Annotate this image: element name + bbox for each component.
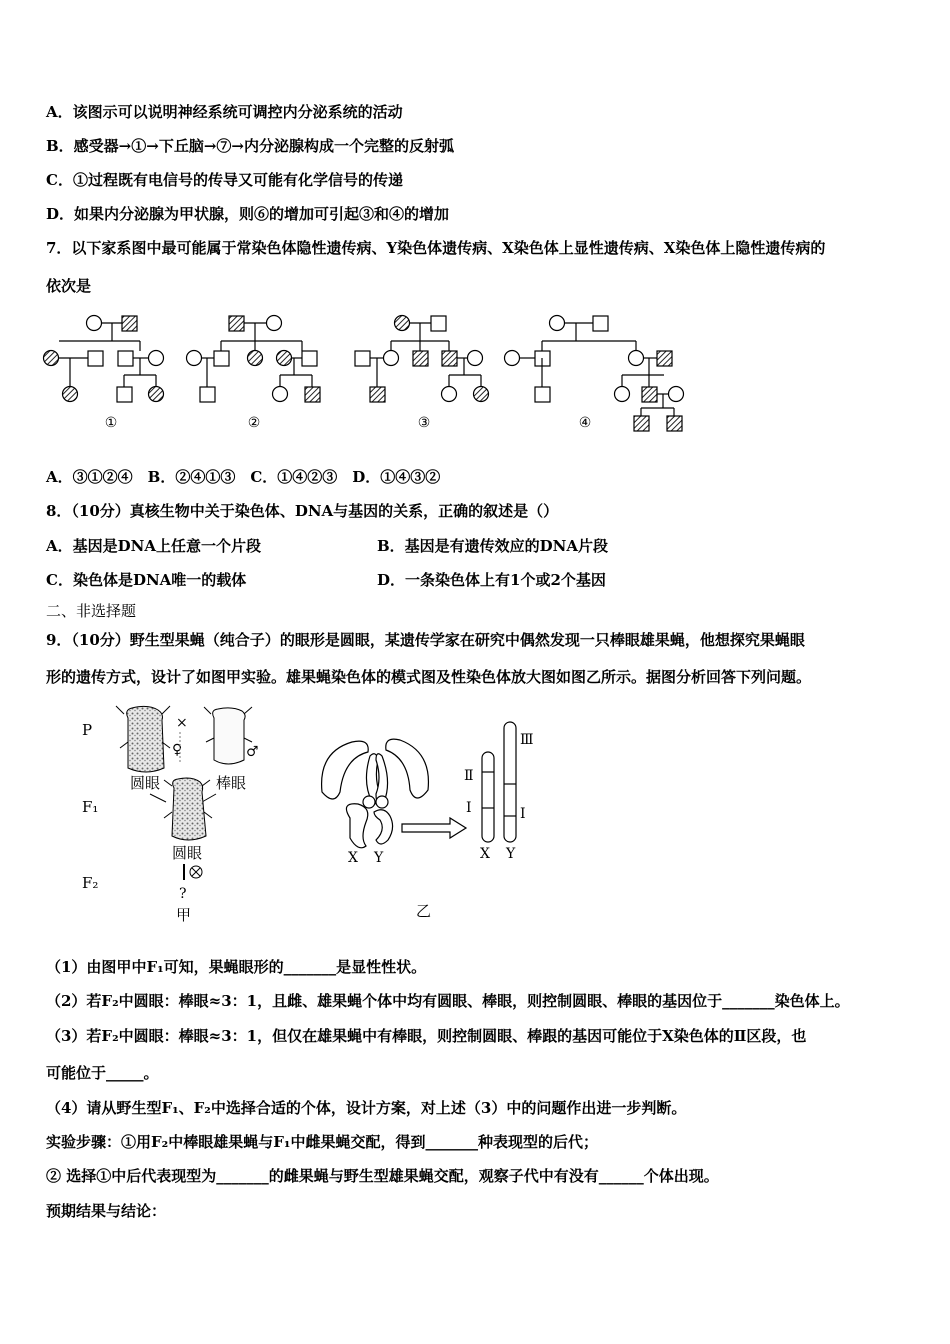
pedigree-2 xyxy=(187,316,321,403)
cross-symbol: × xyxy=(176,715,188,731)
q9-stem-line2: 形的遗传方式，设计了如图甲实验。雄果蝇染色体的模式图及性染色体放大图如图乙所示。据图分析回答下列问题。 xyxy=(46,668,812,686)
label-p: P xyxy=(82,721,93,739)
pedigree-label-1: ① xyxy=(104,415,118,431)
label-f2: F₂ xyxy=(82,874,99,892)
pedigree-4 xyxy=(505,316,684,432)
q8-option-a: A．基因是DNA上任意一个片段 xyxy=(46,537,261,555)
label-segment-i-y: Ⅰ xyxy=(520,806,526,822)
figure-yi xyxy=(310,712,550,922)
label-segment-i-x: Ⅰ xyxy=(466,800,472,816)
f2-question-mark: ? xyxy=(179,886,187,902)
q9-part-4: （4）请从野生型F₁、F₂中选择合适的个体，设计方案，对上述（3）中的问题作出进一步判断。 xyxy=(46,1099,687,1117)
pedigree-label-3: ③ xyxy=(417,415,431,431)
q8-option-d: D．一条染色体上有1个或2个基因 xyxy=(377,571,606,589)
label-segment-ii: Ⅱ xyxy=(464,768,474,784)
section-heading: 二、非选择题 xyxy=(46,602,137,620)
pedigree-figure xyxy=(44,305,684,440)
x-chromosome-enlarged xyxy=(482,752,494,842)
q7-options: A．③①②④ B．②④①③ C．①④②③ D．①④③② xyxy=(46,468,441,486)
q6-option-a: A．该图示可以说明神经系统可调控内分泌系统的活动 xyxy=(46,103,403,121)
f1-line-right xyxy=(202,794,216,802)
q6-option-c: C．①过程既有电信号的传导又可能有化学信号的传递 xyxy=(46,171,403,189)
bar-eye-label: 棒眼 xyxy=(216,774,247,792)
q9-step-1: 实验步骤：①用F₂中棒眼雄果蝇与F₁中雌果蝇交配，得到_______种表现型的后代； xyxy=(46,1133,598,1151)
caption-jia: 甲 xyxy=(176,906,192,924)
q9-part-2: （2）若F₂中圆眼：棒眼≈3：1，且雌、雄果蝇个体中均有圆眼、棒眼，则控制圆眼、棒眼的基因位于_______染色体上。 xyxy=(46,992,850,1010)
label-f1: F₁ xyxy=(82,798,99,816)
round-eye-label: 圆眼 xyxy=(130,774,161,792)
pedigree-3 xyxy=(355,316,489,403)
q6-option-b: B．感受器→①→下丘脑→⑦→内分泌腺构成一个完整的反射弧 xyxy=(46,137,454,155)
label-x-small: X xyxy=(348,850,358,866)
q7-stem-line1: 7．以下家系图中最可能属于常染色体隐性遗传病、Y染色体遗传病、X染色体上显性遗传病、X染色体上隐性遗传病的 xyxy=(46,239,826,257)
f1-round-eye-fly xyxy=(164,778,212,840)
q9-part-3b: 可能位于_____。 xyxy=(46,1064,159,1082)
q7-stem-line2: 依次是 xyxy=(46,277,92,295)
figure-jia xyxy=(76,702,276,927)
y-chromosome-enlarged xyxy=(504,722,516,842)
q9-stem-line1: 9．（10分）野生型果蝇（纯合子）的眼形是圆眼，某遗传学家在研究中偶然发现一只棒眼雄果蝇，他想探究果蝇眼 xyxy=(46,631,805,649)
q9-part-1: （1）由图甲中F₁可知，果蝇眼形的_______是显性性状。 xyxy=(46,958,427,976)
q8-stem: 8．（10分）真核生物中关于染色体、DNA与基因的关系，正确的叙述是（） xyxy=(46,502,559,520)
bar-eye-male-fly xyxy=(204,707,252,764)
f1-line-left xyxy=(150,794,166,802)
q6-option-d: D．如果内分泌腺为甲状腺，则⑥的增加可引起③和④的增加 xyxy=(46,205,450,223)
male-symbol: ♂ xyxy=(246,744,259,760)
q9-step-2: ② 选择①中后代表现型为_______的雌果蝇与野生型雄果蝇交配，观察子代中有没有______个体出现。 xyxy=(46,1167,719,1185)
q8-option-c: C．染色体是DNA唯一的载体 xyxy=(46,571,247,589)
pedigree-label-4: ④ xyxy=(578,415,592,431)
caption-yi: 乙 xyxy=(416,902,432,920)
female-symbol: ♀ xyxy=(172,742,183,758)
label-y-small: Y xyxy=(374,850,384,866)
enlarge-arrow xyxy=(402,818,466,838)
label-segment-iii: Ⅲ xyxy=(520,732,534,748)
label-x-big: X xyxy=(480,846,490,862)
f1-round-eye-label: 圆眼 xyxy=(172,844,203,862)
selfing-symbol xyxy=(190,866,202,878)
q9-part-3a: （3）若F₂中圆眼：棒眼≈3：1，但仅在雄果蝇中有棒眼，则控制圆眼、棒跟的基因可能位于X染色体的Ⅱ区段，也 xyxy=(46,1027,807,1045)
q9-expected-results: 预期结果与结论： xyxy=(46,1202,167,1220)
q8-option-b: B．基因是有遗传效应的DNA片段 xyxy=(377,537,609,555)
pedigree-label-2: ② xyxy=(247,415,261,431)
label-y-big: Y xyxy=(506,846,516,862)
round-eye-female-fly xyxy=(116,706,170,772)
pedigree-1 xyxy=(44,316,164,403)
